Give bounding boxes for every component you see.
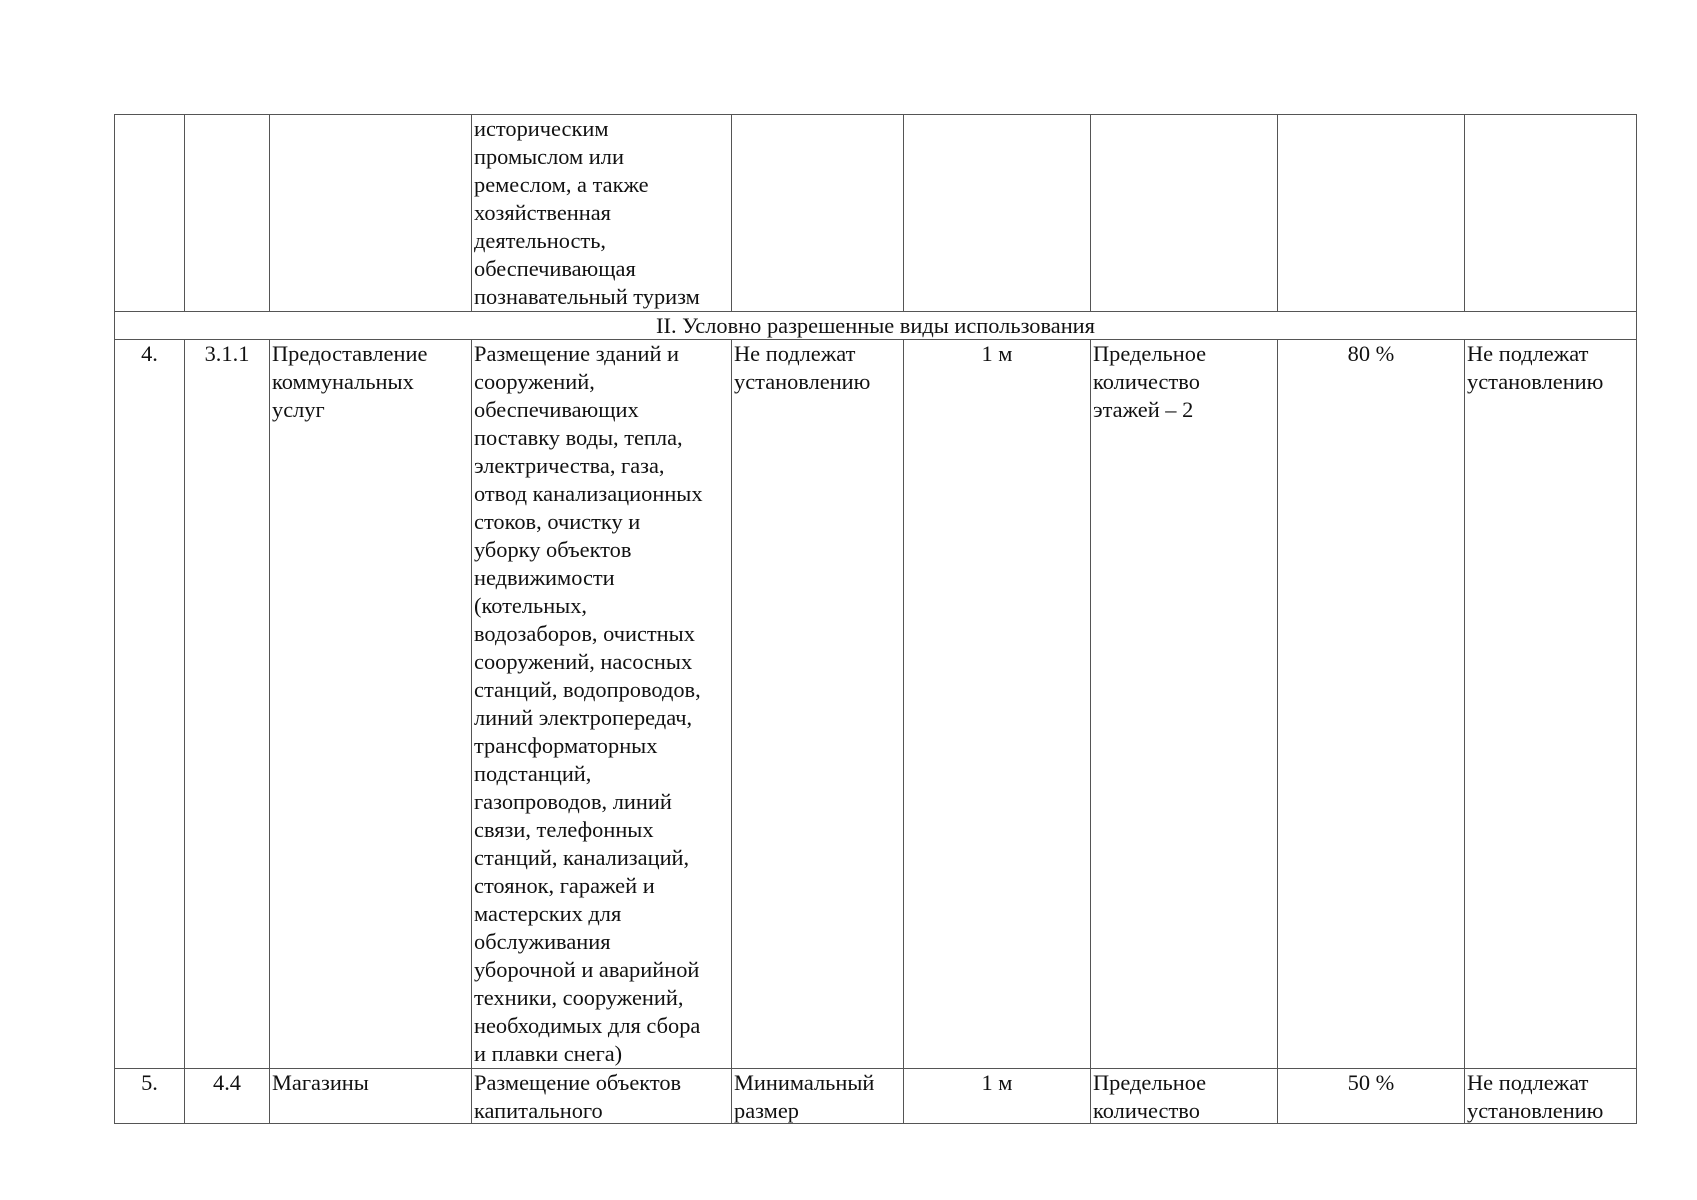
cell-coverage: 80 % (1278, 340, 1465, 1069)
cell-plot-size: Не подлежат установлению (732, 340, 904, 1069)
section-header: II. Условно разрешенные виды использования (115, 312, 1637, 340)
cell-description: Размещение зданий и сооружений, обеспечивающих поставку воды, тепла, электричества, газа, отвод канализационных стоков, очистку и уборку объектов недвижимости (котельных, водозаборов, очистных сооружений, насосных станций, водопроводов, линий электропередач, трансформаторных подстанций, газопроводов, линий связи, телефонных станций, канализаций, стоянок, гаражей и мастерских для обслуживания уборочной и аварийной техники, сооружений, необходимых для сбора и плавки снега) (472, 340, 732, 1069)
cell-coverage (1278, 1069, 1465, 1124)
cell-num (115, 115, 185, 312)
cell-code (185, 115, 270, 312)
cell-other-text: Не подлежат установлению (1467, 1070, 1604, 1123)
cell-floors (1091, 115, 1278, 312)
cell-coverage (1278, 115, 1465, 312)
cell-num: 4. (115, 340, 185, 1069)
cell-floors: Предельное количество этажей – 2 (1091, 340, 1278, 1069)
cell-setback-text: 1 м (981, 1070, 1013, 1095)
cell-name (270, 115, 472, 312)
cell-num (115, 1069, 185, 1124)
cell-name-text: Магазины (272, 1070, 369, 1095)
table-row (115, 1069, 1637, 1124)
cell-other: Не подлежат установлению (1465, 340, 1637, 1069)
cell-name (270, 1069, 472, 1124)
section-header-row (115, 312, 1637, 340)
cell-plot-size (732, 1069, 904, 1124)
cell-code (185, 1069, 270, 1124)
land-use-regulations-table (114, 114, 1637, 1124)
cell-num-text: 5. (141, 1070, 158, 1095)
table-row-continuation (115, 115, 1637, 312)
cell-setback (904, 1069, 1091, 1124)
cell-other (1465, 115, 1637, 312)
cell-setback (904, 115, 1091, 312)
cell-description (472, 1069, 732, 1124)
cell-other (1465, 1069, 1637, 1124)
cell-plot-size-text: Минимальный размер (734, 1070, 875, 1123)
cell-coverage-text: 50 % (1347, 1070, 1395, 1095)
cell-plot-size (732, 115, 904, 312)
cell-code-text: 4.4 (213, 1070, 241, 1095)
cell-floors-text: Предельное количество (1093, 1070, 1207, 1123)
cell-code: 3.1.1 (185, 340, 270, 1069)
cell-floors (1091, 1069, 1278, 1124)
cell-description-text: Размещение объектов капитального (474, 1070, 682, 1123)
cell-name: Предоставление коммунальных услуг (270, 340, 472, 1069)
cell-setback: 1 м (904, 340, 1091, 1069)
cell-description: историческим промыслом или ремеслом, а также хозяйственная деятельность, обеспечивающая познавательный туризм (472, 115, 732, 312)
table-row (115, 340, 1637, 1069)
